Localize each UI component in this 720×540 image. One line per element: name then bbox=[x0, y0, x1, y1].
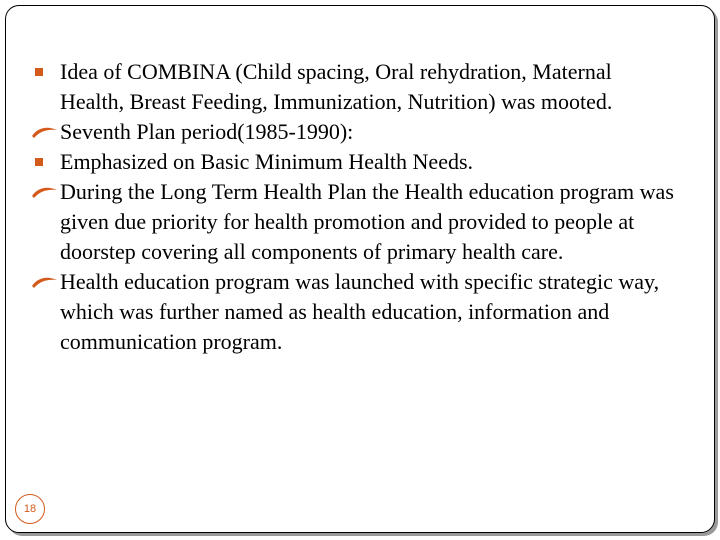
bullet-item-basic-needs bbox=[30, 147, 680, 177]
swoosh-bullet-icon bbox=[30, 117, 60, 147]
bullet-list bbox=[30, 57, 680, 357]
bullet-text: Idea of COMBINA (Child spacing, Oral rehydration, Maternal Health, Breast Feeding, Immunization, Nutrition) was mooted. bbox=[60, 59, 613, 114]
square-bullet-icon bbox=[30, 147, 60, 177]
bullet-item-combina bbox=[30, 57, 680, 117]
bullet-text: Emphasized on Basic Minimum Health Needs. bbox=[60, 149, 474, 174]
bullet-text: Health education program was launched with specific strategic way, which was further named as health education, information and communication program. bbox=[60, 269, 660, 354]
bullet-text: During the Long Term Health Plan the Health education program was given due priority for health promotion and provided to people at doorstep covering all components of primary health care. bbox=[60, 179, 674, 264]
square-bullet-icon bbox=[30, 57, 60, 87]
bullet-item-long-term-plan bbox=[30, 177, 680, 267]
bullet-text: Seventh Plan period(1985-1990): bbox=[60, 119, 354, 144]
bullet-item-iec-program bbox=[30, 267, 680, 357]
swoosh-bullet-icon bbox=[30, 267, 60, 297]
bullet-item-seventh-plan bbox=[30, 117, 680, 147]
page-number-badge: 18 bbox=[15, 494, 45, 524]
swoosh-bullet-icon bbox=[30, 177, 60, 207]
